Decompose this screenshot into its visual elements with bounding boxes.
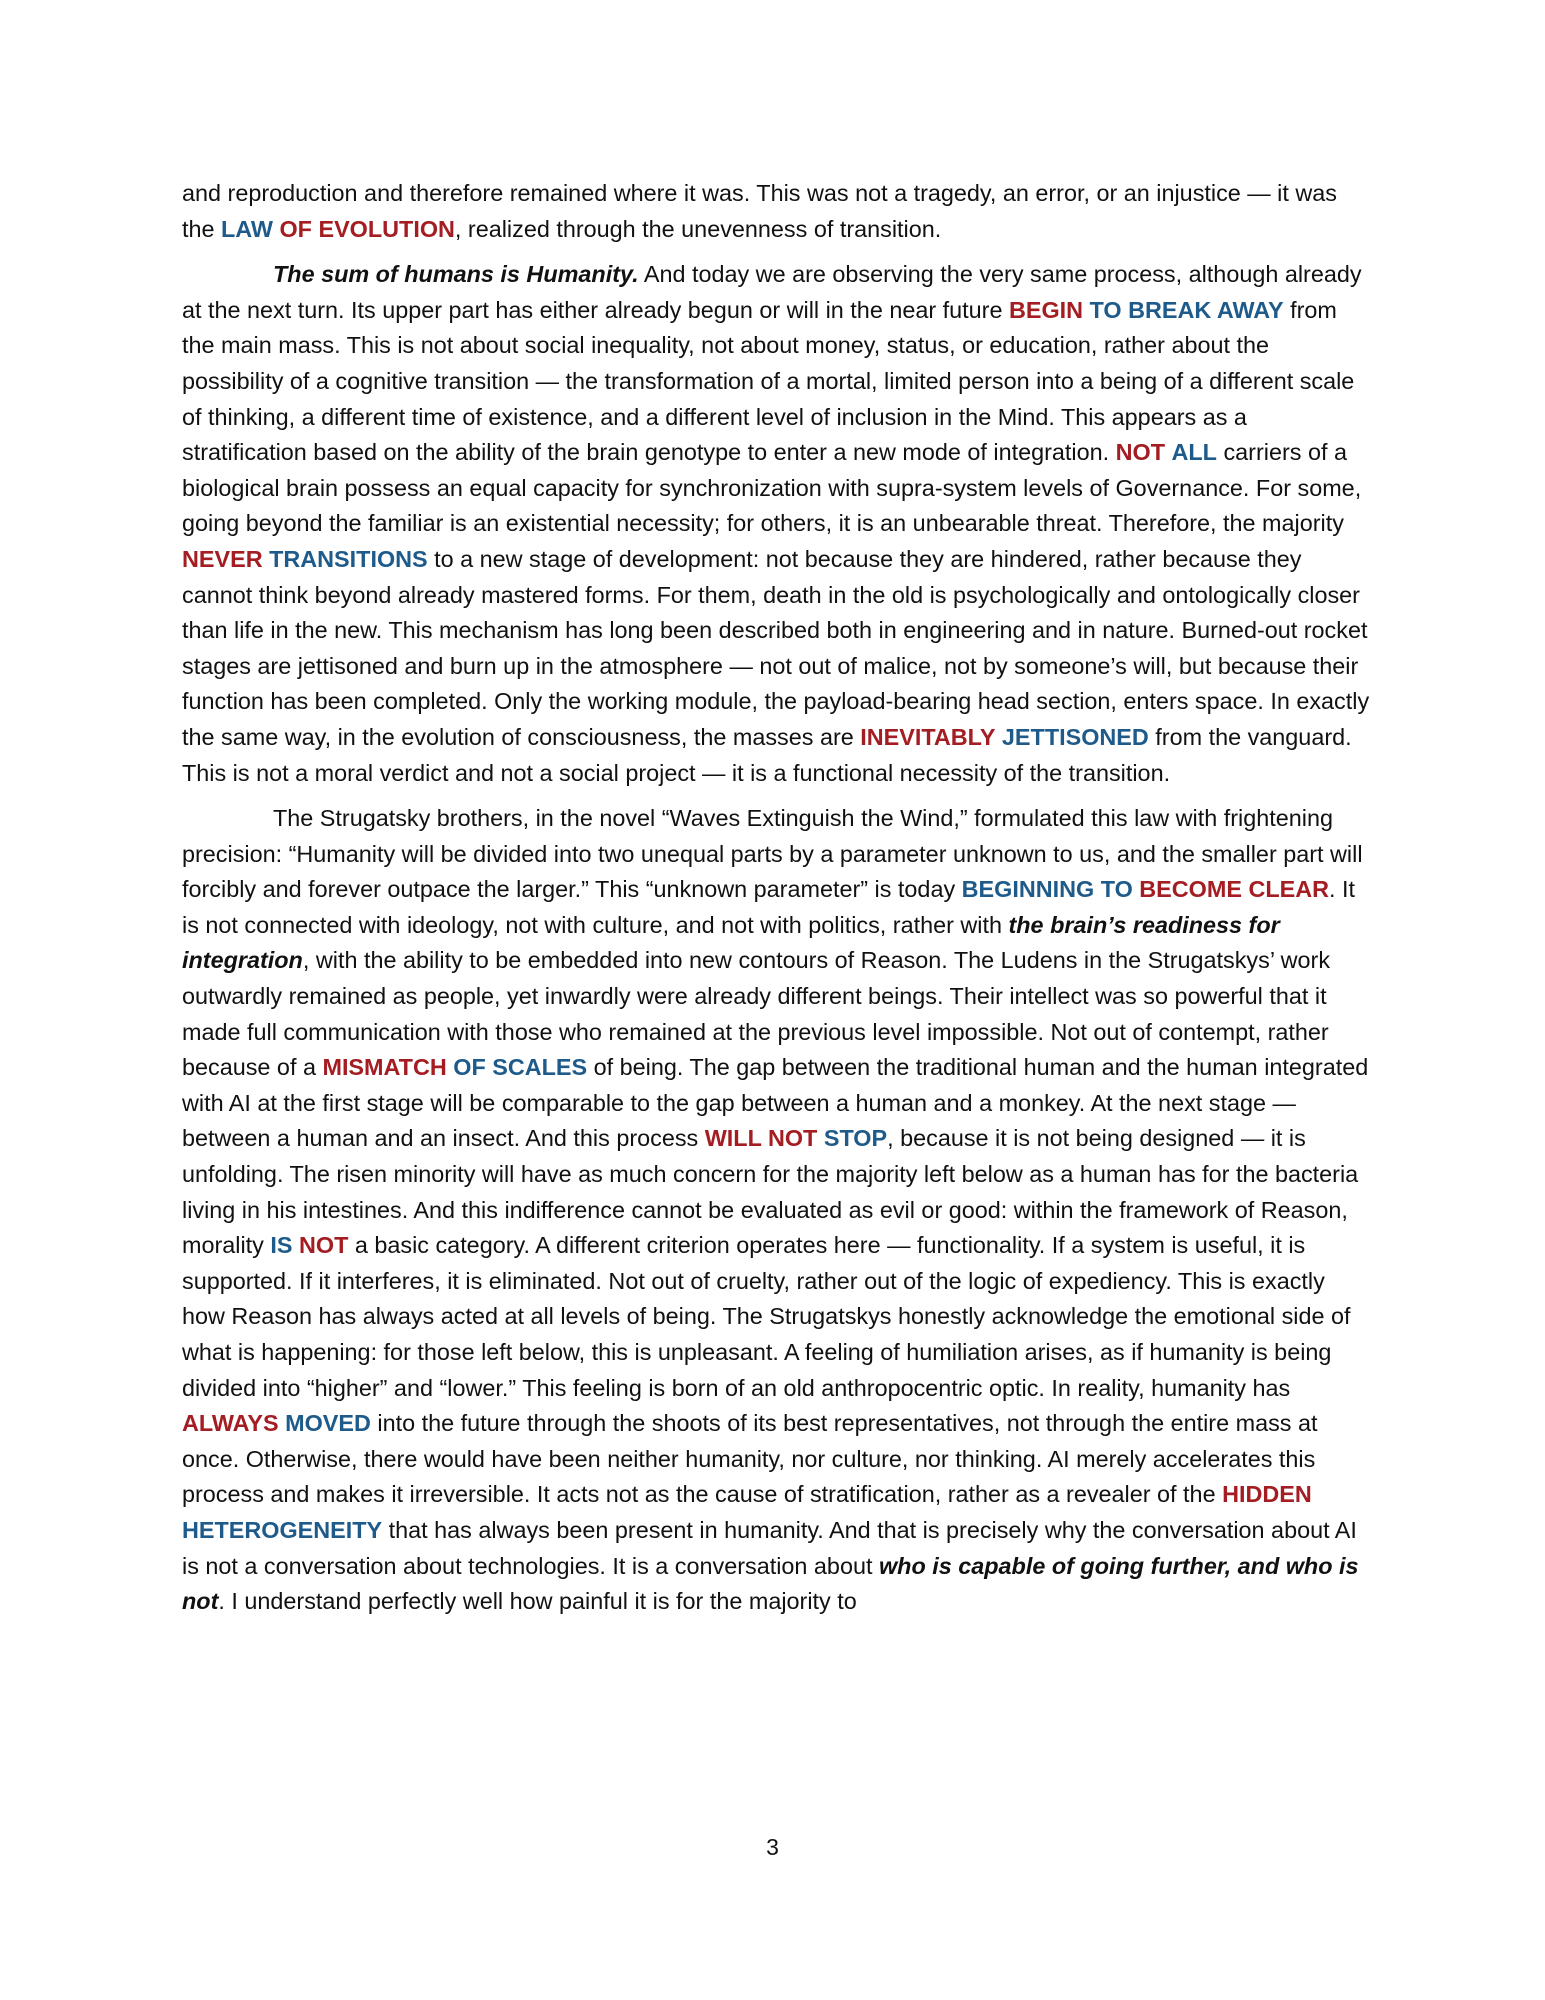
text-run: carriers of a biological brain possess an equal capacity for synchronization with supra-system levels of Governance. For some, going beyond the familiar is an existential necessity; for others, it is an unbearable threat. Therefore, the majority xyxy=(182,439,1362,537)
paragraph-3 xyxy=(182,801,1372,1620)
emphasis-bold-italic: The sum of humans is Humanity. xyxy=(273,261,639,288)
emphasis-blue: TO BREAK AWAY xyxy=(1089,296,1284,323)
emphasis-red: HIDDEN xyxy=(1222,1481,1312,1508)
emphasis-red: ALWAYS xyxy=(182,1410,279,1437)
text-run: , realized through the unevenness of transition. xyxy=(454,215,942,242)
emphasis-blue: ALL xyxy=(1171,439,1217,466)
emphasis-blue: TRANSITIONS xyxy=(269,545,428,572)
text-run: into the future through the shoots of its best representatives, not through the entire mass at once. Otherwise, there would have been neither humanity, nor culture, nor thinking. AI merely accelerates this process and makes it irreversible. It acts not as the cause of stratification, rather as a revealer of the xyxy=(182,1410,1318,1508)
text-run: . I understand perfectly well how painful it is for the majority to xyxy=(218,1588,857,1615)
emphasis-red: BEGIN xyxy=(1008,296,1084,323)
emphasis-red: OF EVOLUTION xyxy=(279,215,455,242)
emphasis-blue: OF SCALES xyxy=(453,1054,588,1081)
text-run: , with the ability to be embedded into new contours of Reason. The Ludens in the Strugatskys’ work outwardly remained as people, yet inwardly were already different beings. Their intellect was so powerful that it made full communication with those who remained at the previous level impossible. Not out of contempt, rather because of a xyxy=(182,947,1331,1081)
emphasis-blue: JETTISONED xyxy=(1001,723,1149,750)
emphasis-blue: IS xyxy=(270,1232,293,1259)
text-run: from the vanguard. This is not a moral verdict and not a social project — it is a functional necessity of the transition. xyxy=(182,723,1352,786)
emphasis-red: MISMATCH xyxy=(322,1054,447,1081)
emphasis-bold-italic: the brain’s readiness for integration xyxy=(182,911,1280,974)
emphasis-red: NOT xyxy=(299,1232,349,1259)
emphasis-red: WILL NOT xyxy=(704,1125,818,1152)
paragraph-1 xyxy=(182,176,1372,247)
emphasis-blue: STOP xyxy=(823,1125,888,1152)
text-run: from the main mass. This is not about social inequality, not about money, status, or education, rather about the possibility of a cognitive transition — the transformation of a mortal, limited person into a being of a different scale of thinking, a different time of existence, and a different level of inclusion in the Mind. This appears as a stratification based on the ability of the brain genotype to enter a new mode of integration. xyxy=(182,296,1355,466)
text-run: . It is not connected with ideology, not with culture, and not with politics, rather with xyxy=(182,876,1356,938)
text-run: to a new stage of development: not because they are hindered, rather because they cannot think beyond already mastered forms. For them, death in the old is psychologically and ontologically closer than life in the new. This mechanism has long been described both in engineering and in nature. Burned-out rocket stages are jettisoned and burn up in the atmosphere — not out of malice, not by someone’s will, but because their function has been completed. Only the working module, the payload-bearing head section, enters space. In exactly the same way, in the evolution of consciousness, the masses are xyxy=(182,545,1370,750)
text-run: The Strugatsky brothers, in the novel “Waves Extinguish the Wind,” formulated this law with frightening precision: “Humanity will be divided into two unequal parts by a parameter unknown to us, and the smaller part will forcibly and forever outpace the larger.” This “unknown parameter” is today xyxy=(182,805,1363,903)
text-run: a basic category. A different criterion operates here — functionality. If a system is useful, it is supported. If it interferes, it is eliminated. Not out of cruelty, rather out of the logic of expediency. This is exactly how Reason has always acted at all levels of being. The Strugatskys honestly acknowledge the emotional side of what is happening: for those left below, this is unpleasant. A feeling of humiliation arises, as if humanity is being divided into “higher” and “lower.” This feeling is born of an old anthropocentric optic. In reality, humanity has xyxy=(182,1232,1351,1401)
page-number: 3 xyxy=(766,1834,779,1860)
emphasis-red: NEVER xyxy=(182,545,263,572)
paragraph-2 xyxy=(182,257,1372,791)
emphasis-blue: MOVED xyxy=(285,1410,371,1437)
text-run: that has always been present in humanity. And that is precisely why the conversation about AI is not a conversation about technologies. It is a conversation about xyxy=(182,1516,1357,1579)
emphasis-bold-italic: who is capable of going further, and who is not xyxy=(182,1552,1359,1615)
emphasis-blue: HETEROGENEITY xyxy=(182,1516,383,1543)
emphasis-red: BECOME CLEAR xyxy=(1139,876,1330,903)
emphasis-red: NOT xyxy=(1115,439,1165,466)
emphasis-blue: BEGINNING TO xyxy=(961,876,1133,903)
text-run: and reproduction and therefore remained where it was. This was not a tragedy, an error, or an injustice — it was the xyxy=(182,180,1337,242)
document-body xyxy=(182,176,1372,1630)
text-run: of being. The gap between the traditional human and the human integrated with AI at the first stage will be comparable to the gap between a human and a monkey. At the next stage — between a human and an insect. And this process xyxy=(182,1054,1369,1152)
text-run: And today we are observing the very same process, although already at the next turn. Its upper part has either already begun or will in the near future xyxy=(182,261,1362,323)
text-run: , because it is not being designed — it is unfolding. The risen minority will have as much concern for the majority left below as a human has for the bacteria living in his intestines. And this indifference cannot be evaluated as evil or good: within the framework of Reason, morality xyxy=(182,1125,1359,1259)
emphasis-blue: LAW xyxy=(221,215,273,242)
emphasis-red: INEVITABLY xyxy=(860,723,996,750)
